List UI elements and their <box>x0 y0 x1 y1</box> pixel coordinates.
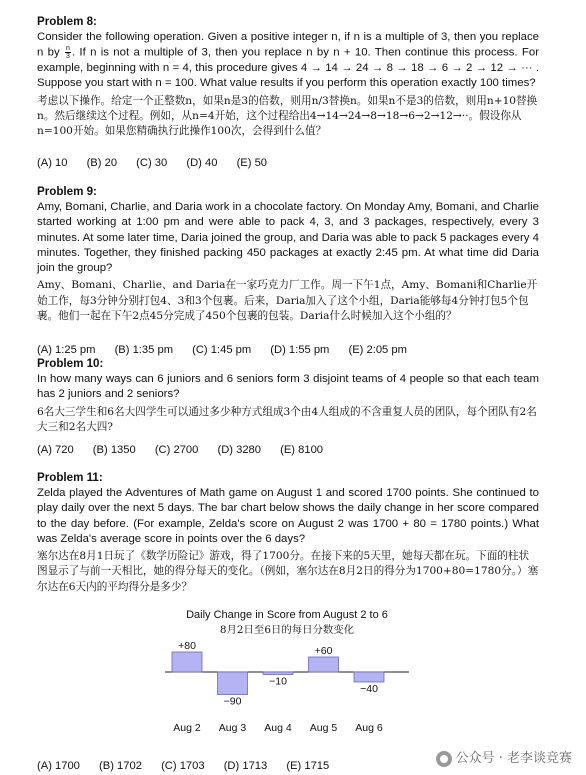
fraction-denominator: 3 <box>66 53 70 61</box>
bar-value-label: +80 <box>178 640 196 652</box>
problem-text-en: Amy, Bomani, Charlie, and Daria work in a chocolate factory. On Monday Amy, Bomani, and Charlie started working at 1:00 pm and were able to pack 4, 3, and 3 packages, respectively, every 3 minutes. At some later time, Daria joined the group, and Daria was able to pack 5 packages every 4 minutes. Together, they finished packing 450 packages at exactly 2:45 pm. At what time did Daria join the group? <box>37 201 539 275</box>
choice-d: (D) 1:55 pm <box>270 344 330 356</box>
choice-e: (E) 2:05 pm <box>348 344 407 356</box>
bar-aug-5 <box>309 657 339 672</box>
x-tick-label: Aug 4 <box>264 722 292 734</box>
problem-9 <box>37 184 539 356</box>
answer-choices <box>37 443 339 458</box>
fraction <box>65 45 71 60</box>
x-tick-label: Aug 2 <box>173 722 201 734</box>
score-change-chart <box>157 608 417 738</box>
choice-e: (E) 8100 <box>280 444 324 456</box>
bar-value-label: −40 <box>360 683 378 695</box>
wechat-account-icon <box>436 751 452 767</box>
choice-c: (C) 1:45 pm <box>192 344 252 356</box>
bar-value-label: −10 <box>269 675 287 688</box>
bar-value-label: −90 <box>223 695 242 708</box>
choice-a: (A) 1700 <box>37 760 80 772</box>
problem-text-en: Zelda played the Adventures of Math game on August 1 and scored 1700 points. She continued to play daily over the next 5 days. The bar chart below shows the daily change in her score compared to the day before. (For example, Zelda's score on August 2 was 1700 + 80 = 1780 points.) What was Zelda's average score in points over the 6 days? <box>37 487 539 545</box>
choice-e: (E) 50 <box>236 157 268 169</box>
choice-d: (D) 40 <box>186 157 218 169</box>
watermark-text: 公众号 · 老李谈竞赛 <box>455 751 572 767</box>
problem-title: Problem 9: <box>37 185 97 198</box>
answer-choices <box>37 759 345 774</box>
choice-b: (B) 1:35 pm <box>114 344 174 356</box>
choice-b: (B) 1702 <box>99 760 142 772</box>
bar-chart-svg <box>157 608 417 738</box>
choice-c: (C) 1703 <box>161 760 205 772</box>
problem-8 <box>37 14 539 169</box>
bar-aug-2 <box>172 652 202 672</box>
chart-subtitle: 8月2日至6日的每日分数变化 <box>219 624 355 636</box>
choice-d: (D) 3280 <box>217 444 261 456</box>
problem-text-en <box>37 30 539 91</box>
choice-e: (E) 1715 <box>286 760 330 772</box>
problem-title: Problem 8: <box>37 15 97 28</box>
problem-text-zh: Amy、Bomani、Charlie、and Daria在一家巧克力厂工作。周一下午1点，Amy、Bomani和Charlie开始工作，每3分钟分别打包4、3和3个包裹。后来，Daria加入了这个小组，Daria能够每4分钟打包5个包裹。他们一起在下午2点45分完成了450个包裹的包装。Daria什么时候加入这个小组的？ <box>37 279 538 323</box>
choice-a: (A) 10 <box>37 157 68 169</box>
chart-title: Daily Change in Score from August 2 to 6 <box>186 609 388 621</box>
problem-text-zh: 考虑以下操作。给定一个正整数n，如果n是3的倍数，则用n/3替换n。如果n不是3的倍数，则用n+10替换n。然后继续这个过程。例如，从n=4开始，这个过程给出4→14→24→8→18→6→2→12→··。假设你从n=100开始。如果您精确执行此操作100次，会得到什么值？ <box>37 94 538 138</box>
x-tick-label: Aug 3 <box>218 722 247 734</box>
choice-a: (A) 720 <box>37 444 74 456</box>
answer-choices <box>37 156 283 171</box>
problem-10 <box>37 356 539 456</box>
x-tick-label: Aug 5 <box>309 722 338 734</box>
problem-title: Problem 10: <box>37 357 104 370</box>
choice-c: (C) 2700 <box>154 444 199 456</box>
problem-text-zh: 6名大三学生和6名大四学生可以通过多少种方式组成3个由4人组成的不含重复人员的团队，每个团队有2名大三和2名大四? <box>37 405 537 434</box>
choice-b: (B) 1350 <box>92 444 136 456</box>
choice-c: (C) 30 <box>136 157 168 169</box>
choice-b: (B) 20 <box>86 157 118 169</box>
text-part: Consider the following operation. Given a positive integer n, if n is a multiple of 3, then you replace n by <box>37 31 539 59</box>
choice-a: (A) 1:25 pm <box>37 344 96 356</box>
choice-d: (D) 1713 <box>223 760 268 772</box>
problem-title: Problem 11: <box>37 471 103 484</box>
watermark <box>436 751 572 767</box>
problem-text-en: In how many ways can 6 juniors and 6 seniors form 3 disjoint teams of 4 people so that each team has 2 juniors and 2 seniors? <box>37 373 539 401</box>
bar-aug-3 <box>218 672 248 695</box>
fraction-numerator: n <box>66 45 70 53</box>
text-part: . If n is not a multiple of 3, then you replace n by n + 10. Then continue this process. For example, beginning with n = 4, this procedure gives 4 → 14 → 24 → 8 → 18 → 6 → 2 → 12 → ··· . Suppose you start with n = 100. What value results if you perform this operation exactly 100 times? <box>37 46 539 90</box>
x-tick-label: Aug 6 <box>355 722 383 734</box>
problem-text-zh: 塞尔达在8月1日玩了《数学历险记》游戏，得了1700分。在接下来的5天里，她每天都在玩。下面的柱状图显示了与前一天相比，她的得分每天的变化。（例如，塞尔达在8月2日的得分为1700+80=1780分。）塞尔达在6天内的平均得分是多少？ <box>37 550 539 593</box>
bar-aug-6 <box>354 672 384 682</box>
bar-aug-4 <box>263 672 293 675</box>
bar-value-label: +60 <box>314 645 333 657</box>
